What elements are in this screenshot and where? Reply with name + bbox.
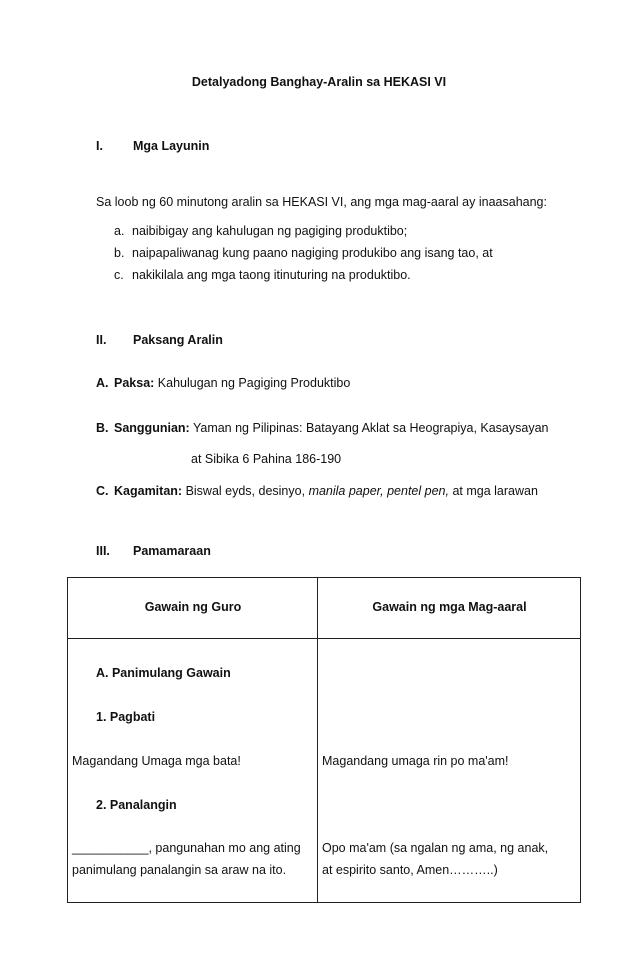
table-row <box>68 639 581 903</box>
sanggunian-value: Yaman ng Pilipinas: Batayang Aklat sa Heograpiya, Kasaysayan <box>192 421 549 435</box>
table-header-row <box>68 578 581 639</box>
kagamitan-letter: C. <box>96 484 109 498</box>
guro-column-header: Gawain ng Guro <box>144 600 242 614</box>
objective-letter: c. <box>114 268 124 282</box>
mag-aaral-prayer-line: Opo ma'am (sa ngalan ng ama, ng anak, <box>322 841 549 855</box>
section-3-numeral: III. <box>96 544 110 558</box>
paksa-letter: A. <box>96 376 109 390</box>
sanggunian-letter: B. <box>96 421 109 435</box>
table-header-cell <box>318 578 581 639</box>
kagamitan-label: Kagamitan: <box>114 484 183 498</box>
sanggunian-value-continued: at Sibika 6 Pahina 186-190 <box>191 452 342 466</box>
section-1-heading: Mga Layunin <box>133 139 210 153</box>
paksa-value: Kahulugan ng Pagiging Produktibo <box>157 376 351 390</box>
kagamitan-value: Biswal eyds, desinyo, <box>185 484 306 498</box>
sanggunian-line <box>114 421 549 435</box>
panimulang-gawain-heading: A. Panimulang Gawain <box>96 666 231 680</box>
objective-letter: a. <box>114 224 125 238</box>
pagbati-heading: 1. Pagbati <box>96 710 156 724</box>
mag-aaral-prayer-line: at espirito santo, Amen………..) <box>322 863 498 877</box>
mag-aaral-cell <box>318 639 581 903</box>
guro-prayer-line: panimulang panalangin sa araw na ito. <box>72 863 287 877</box>
mag-aaral-column-header: Gawain ng mga Mag-aaral <box>372 600 527 614</box>
section-1-numeral: I. <box>96 139 103 153</box>
objective-item: naipapaliwanag kung paano nagiging produkibo ang isang tao, at <box>132 246 493 260</box>
objective-item: nakikilala ang mga taong itinuturing na produktibo. <box>132 268 411 282</box>
objectives-intro: Sa loob ng 60 minutong aralin sa HEKASI VI, ang mga mag-aaral ay inaasahang: <box>96 195 547 209</box>
kagamitan-line <box>114 484 538 498</box>
sanggunian-label: Sanggunian: <box>114 421 190 435</box>
section-3-heading: Pamamaraan <box>133 544 211 558</box>
kagamitan-value-end: at mga larawan <box>452 484 538 498</box>
paksa-label: Paksa: <box>114 376 155 390</box>
section-2-numeral: II. <box>96 333 107 347</box>
objective-item: naibibigay ang kahulugan ng pagiging produktibo; <box>132 224 408 238</box>
guro-greeting: Magandang Umaga mga bata! <box>72 754 241 768</box>
document-title: Detalyadong Banghay-Aralin sa HEKASI VI <box>191 75 447 89</box>
guro-prayer-line: ___________, pangunahan mo ang ating <box>72 841 301 855</box>
mag-aaral-greeting: Magandang umaga rin po ma'am! <box>322 754 509 768</box>
procedure-table <box>67 577 581 903</box>
paksa-line <box>114 376 350 390</box>
kagamitan-value-italic: manila paper, pentel pen, <box>308 484 449 498</box>
guro-cell <box>68 639 318 903</box>
section-2-heading: Paksang Aralin <box>133 333 223 347</box>
panalangin-heading: 2. Panalangin <box>96 798 177 812</box>
objective-letter: b. <box>114 246 125 260</box>
table-header-cell <box>68 578 318 639</box>
